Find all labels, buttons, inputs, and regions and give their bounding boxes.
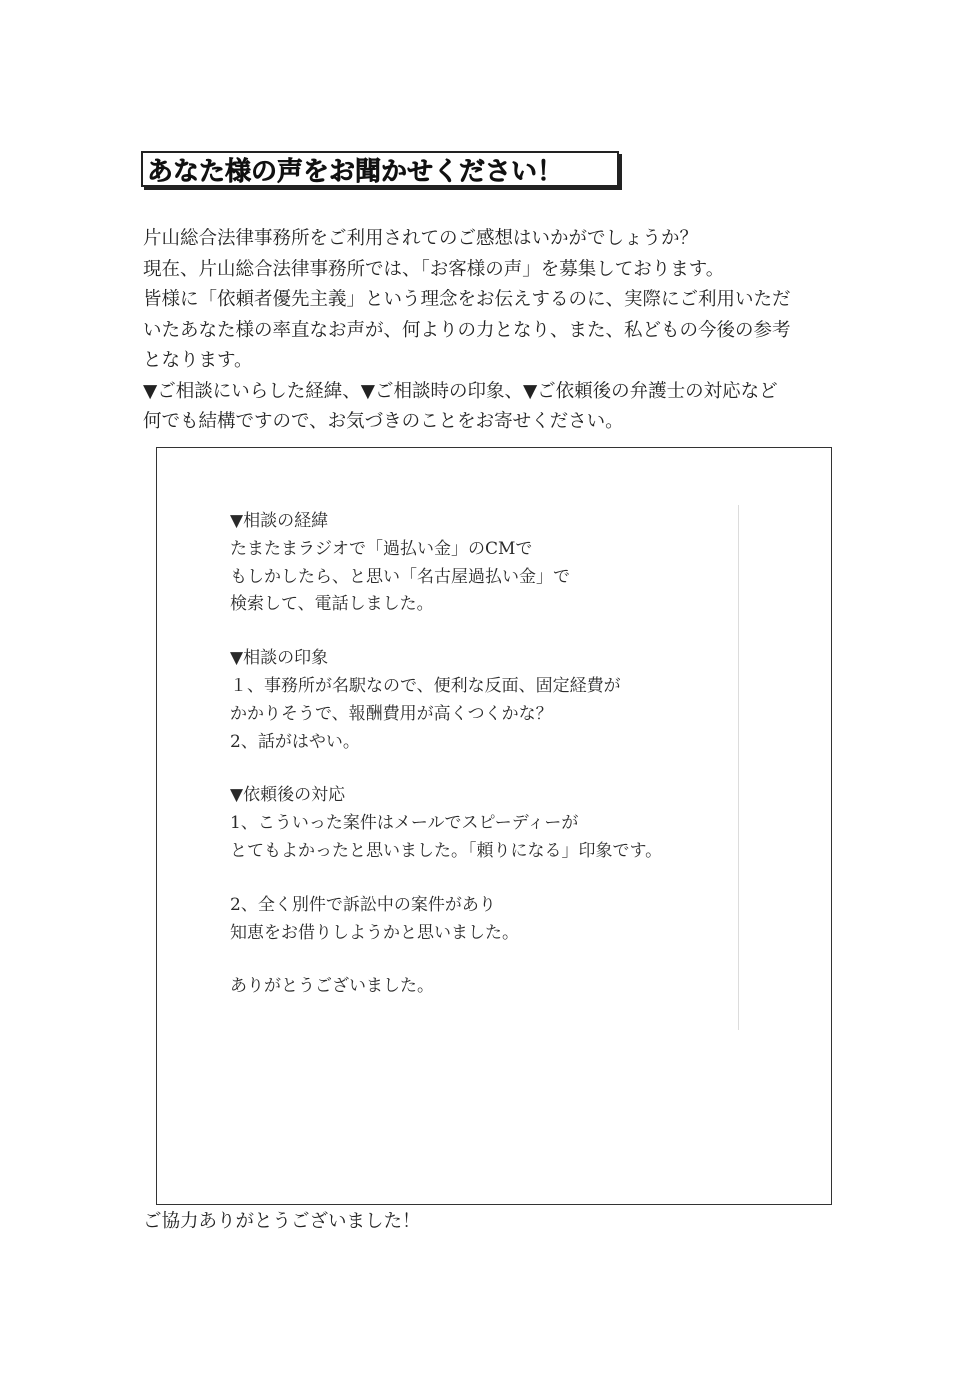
section-line: とてもよかったと思いました。「頼りになる」印象です。: [230, 840, 663, 861]
section-extra: [230, 892, 750, 948]
section-line: かかりそうで、報酬費用が高くつくかな？: [230, 703, 553, 724]
intro-line: 皆様に「依頼者優先主義」という理念をお伝えするのに、実際にご利用いただ: [143, 289, 791, 310]
closing-message: ご協力ありがとうございました！: [143, 1211, 421, 1232]
section-consultation-impression: [230, 645, 750, 756]
customer-voice-content: [230, 508, 750, 1001]
page-title: あなた様の声をお聞かせください！: [147, 156, 564, 187]
section-line: 2、全く別件で訴訟中の案件があり: [230, 894, 496, 915]
intro-line: いたあなた様の率直なお声が、何よりの力となり、また、私どもの今後の参考: [143, 319, 791, 341]
section-consultation-background: [230, 508, 750, 619]
section-heading: ▼相談の印象: [230, 648, 329, 669]
section-line: 検索して、電話しました。: [230, 594, 434, 615]
voice-thanks: ありがとうございました。: [230, 976, 434, 997]
intro-line: 何でも結構ですので、お気づきのことをお寄せください。: [143, 411, 624, 432]
intro-line: ▼ご相談にいらした経緯、▼ご相談時の印象、▼ご依頼後の弁護士の対応など: [143, 380, 778, 402]
section-after-request: [230, 782, 750, 865]
intro-line: 現在、片山総合法律事務所では、「お客様の声」を募集しております。: [143, 258, 725, 280]
title-box: [141, 151, 619, 187]
section-line: たまたまラジオで「過払い金」のCMで: [230, 538, 533, 559]
section-heading: ▼相談の経緯: [230, 511, 329, 531]
section-line: 1、こういった案件はメールでスピーディーが: [230, 813, 579, 834]
intro-line: 片山総合法律事務所をご利用されてのご感想はいかがでしょうか？: [143, 228, 699, 249]
section-line: 知恵をお借りしようかと思いました。: [230, 922, 519, 943]
intro-line: となります。: [143, 350, 253, 371]
intro-text: [143, 224, 853, 438]
section-line: １、事務所が名駅なので、便利な反面、固定経費が: [230, 675, 621, 696]
section-line: 2、話がはやい。: [230, 731, 360, 752]
section-heading: ▼依頼後の対応: [230, 785, 346, 806]
section-line: もしかしたら、と思い「名古屋過払い金」で: [230, 566, 570, 587]
